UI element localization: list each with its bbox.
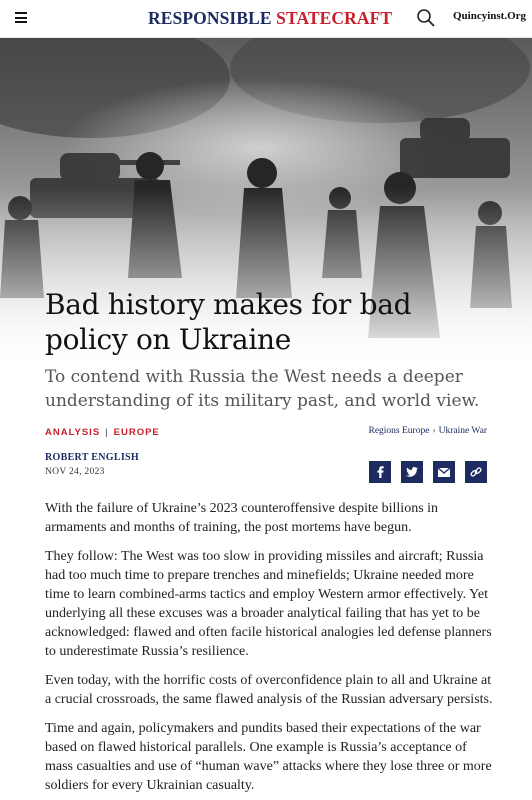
email-icon[interactable] — [433, 461, 455, 483]
tag-europe[interactable]: EUROPE — [113, 427, 160, 438]
quincy-institute-link[interactable]: Quincyinst.Org — [453, 10, 527, 22]
tag-separator: | — [105, 427, 109, 438]
article-dek: To contend with Russia the West needs a deeper understanding of its military past, and world view. — [45, 367, 480, 411]
facebook-icon[interactable] — [369, 461, 391, 483]
search-icon[interactable] — [416, 8, 436, 28]
tag-analysis[interactable]: ANALYSIS — [45, 427, 101, 438]
breadcrumb — [368, 426, 487, 436]
article-headline: Bad history makes for bad policy on Ukraine — [45, 288, 412, 356]
article-tags — [45, 427, 160, 438]
logo-part-statecraft: STATECRAFT — [276, 8, 393, 28]
chevron-right-icon: › — [432, 426, 436, 436]
site-logo[interactable] — [148, 8, 392, 29]
hamburger-menu-icon[interactable] — [15, 12, 27, 23]
breadcrumb-regions-europe[interactable]: Regions Europe — [368, 426, 430, 436]
article-paragraph: Even today, with the horrific costs of overconfidence plain to all and Ukraine at a crucial crossroads, the same flawed analysis of the Russian adversary persists. — [45, 673, 493, 707]
article-paragraph: Time and again, policymakers and pundits based their expectations of the war based on flawed historical parallels. One example is Russia’s acceptance of mass casualties and use of “human wave” attacks where they lose three or more soldiers for every Ukrainian casualty. — [45, 721, 492, 793]
publish-date: NOV 24, 2023 — [45, 467, 105, 477]
article-body — [45, 499, 495, 800]
article-paragraph: They follow: The West was too slow in providing missiles and aircraft; Russia had too much time to prepare trenches and minefields; Ukraine needed more time to learn combined-arms tactics and employ Western armor effectively. Yet underlying all these excuses was a broader analytical failing that has yet to be acknowledged: flawed and often facile historical analogies led defense planners to underestimate Russia’s resilience. — [45, 549, 492, 659]
author-name[interactable]: ROBERT ENGLISH — [45, 452, 139, 463]
share-buttons — [369, 461, 487, 483]
breadcrumb-ukraine-war[interactable]: Ukraine War — [438, 426, 487, 436]
link-icon[interactable] — [465, 461, 487, 483]
site-header — [0, 0, 532, 38]
article-paragraph: With the failure of Ukraine’s 2023 counteroffensive despite billions in armaments and months of training, the post mortems have begun. — [45, 501, 439, 535]
logo-part-responsible: RESPONSIBLE — [148, 8, 272, 28]
twitter-icon[interactable] — [401, 461, 423, 483]
